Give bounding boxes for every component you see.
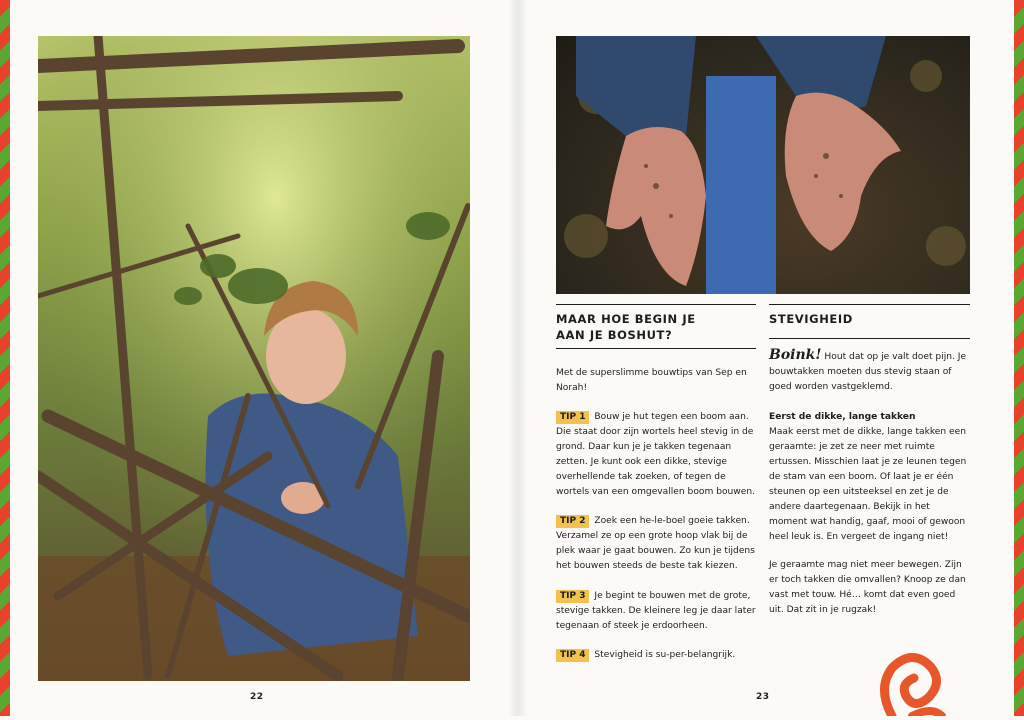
boink-paragraph xyxy=(769,348,970,395)
boink-exclamation: Boink! xyxy=(769,347,822,363)
intro-text: Met de superslimme bouwtips van Sep en Norah! xyxy=(556,368,747,393)
tip-text: Bouw je hut tegen een boom aan. Die staat door zijn wortels heel stevig in de grond. Daar kun je je takken tegenaan zetten. Je kunt ook een dikke, stevige overhellende tak zoeken, of tegen de wortels van een omgevallen boom bouwen. xyxy=(556,412,755,497)
section-heading-start xyxy=(556,304,756,349)
photo-boy-in-shelter xyxy=(38,36,470,681)
page-number-right: 23 xyxy=(756,692,770,702)
page-number-left: 22 xyxy=(250,692,264,702)
tip-3 xyxy=(556,589,756,634)
tip-2 xyxy=(556,514,756,574)
paragraph-thick-branches xyxy=(769,410,970,545)
boink-text: Hout dat op je valt doet pijn. Je bouwtakken moeten dus stevig staan of goed worden vastgeklemd. xyxy=(769,352,967,392)
paragraph-text: Maak eerst met de dikke, lange takken een geraamte: je zet ze neer met ruimte ertussen. Misschien laat je ze leunen tegen de stam van een boom. Of laat je er één steunen op een uitsteeksel en zet je de andere daartegenaan. Bekijk in het moment wat handig, gaaf, mooi of gewoon heel leuk is. En vergeet de ingang niet! xyxy=(769,427,967,542)
heading-line-2: AAN JE BOSHUT? xyxy=(556,328,673,342)
tip-badge: TIP 1 xyxy=(556,411,589,424)
tip-4 xyxy=(556,648,756,663)
tip-text: Stevigheid is su-per-belangrijk. xyxy=(594,650,736,660)
decorative-stripe-left xyxy=(0,0,10,716)
tip-badge: TIP 4 xyxy=(556,649,589,662)
decorative-stripe-right xyxy=(1014,0,1024,716)
subheading: Eerst de dikke, lange takken xyxy=(769,412,916,422)
heading-line-1: MAAR HOE BEGIN JE xyxy=(556,312,696,326)
section-heading-stevigheid: STEVIGHEID xyxy=(769,304,970,339)
photo-muddy-hands xyxy=(556,36,970,294)
rope-icon xyxy=(872,648,952,716)
tip-1 xyxy=(556,410,756,500)
tip-badge: TIP 2 xyxy=(556,515,589,528)
book-spine xyxy=(508,0,528,716)
tip-text: Zoek een he-le-boel goeie takken. Verzamel ze op een grote hoop vlak bij de plek waar je gaat bouwen. Zo kun je tijdens het bouwen steeds de beste tak kiezen. xyxy=(556,516,755,571)
paragraph-frame: Je geraamte mag niet meer bewegen. Zijn er toch takken die omvallen? Knoop ze dan vast met touw. Hé… komt dat even goed uit. Dat zit in je rugzak! xyxy=(769,560,966,615)
tip-text: Je begint te bouwen met de grote, stevige takken. De kleinere leg je daar later tegenaan of steek je erdoorheen. xyxy=(556,591,756,631)
tip-badge: TIP 3 xyxy=(556,590,589,603)
